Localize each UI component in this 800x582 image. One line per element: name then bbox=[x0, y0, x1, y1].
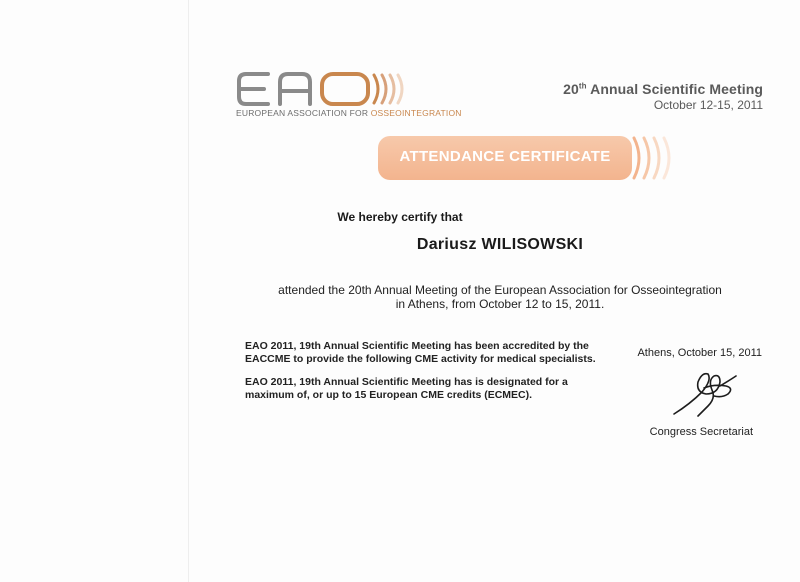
banner-arc bbox=[634, 138, 639, 178]
logo-arc bbox=[390, 75, 394, 103]
meeting-dates: October 12-15, 2011 bbox=[653, 98, 763, 112]
signer-title: Congress Secretariat bbox=[649, 426, 753, 438]
attendance-line: in Athens, from October 12 to 15, 2011. bbox=[395, 297, 605, 311]
accreditation-line: EACCME to provide the following CME activity for medical specialists. bbox=[245, 353, 596, 365]
eao-logo bbox=[236, 70, 416, 108]
meeting-title-text: Annual Scientific Meeting bbox=[586, 81, 763, 97]
logo-subtitle-main: EUROPEAN ASSOCIATION FOR bbox=[236, 108, 371, 118]
signature-image bbox=[668, 366, 748, 425]
banner-arc bbox=[644, 138, 649, 178]
logo-arc bbox=[398, 75, 402, 103]
place-date: Athens, October 15, 2011 bbox=[637, 347, 762, 359]
eao-logo-mark bbox=[236, 70, 416, 108]
credits-line: maximum of, or up to 15 European CME credits (ECMEC). bbox=[245, 389, 533, 401]
attendance-text bbox=[190, 283, 800, 311]
meeting-title bbox=[563, 81, 763, 97]
attendance-line: attended the 20th Annual Meeting of the European Association for Osseointegration bbox=[278, 283, 722, 297]
meeting-info bbox=[563, 81, 763, 112]
banner-arc bbox=[654, 138, 659, 178]
accreditation-paragraph bbox=[245, 340, 625, 366]
meeting-title-ordinal: th bbox=[578, 81, 587, 91]
accreditation-line: EAO 2011, 19th Annual Scientific Meeting has been accredited by the bbox=[245, 340, 589, 352]
banner-arc bbox=[664, 138, 669, 178]
logo-arc bbox=[374, 75, 378, 103]
logo-arc bbox=[382, 75, 386, 103]
banner-arcs bbox=[630, 132, 682, 189]
certify-statement: We hereby certify that bbox=[337, 210, 463, 224]
credits-line: EAO 2011, 19th Annual Scientific Meeting has is designated for a bbox=[245, 376, 568, 388]
meeting-title-number: 20 bbox=[563, 81, 579, 97]
page-fold bbox=[188, 0, 189, 582]
recipient-name: Dariusz WILISOWSKI bbox=[416, 236, 584, 253]
logo-letter-o bbox=[322, 74, 368, 104]
certificate-banner-title: ATTENDANCE CERTIFICATE bbox=[399, 148, 611, 165]
credits-paragraph bbox=[245, 376, 625, 402]
logo-subtitle bbox=[236, 108, 462, 118]
logo-subtitle-highlight: OSSEOINTEGRATION bbox=[370, 108, 462, 118]
certificate-banner bbox=[378, 136, 632, 180]
